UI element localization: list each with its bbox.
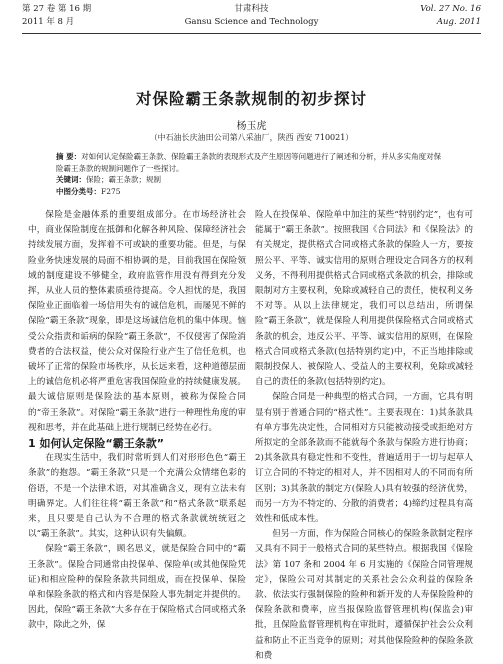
body-paragraph: 保险“霸王条款”，顾名思义，就是保险合同中的“霸王条款”。保险合同通常由投保单、保险单(或其他保险凭证)和相应险种的保险条款共同组成，而在投保单、保险单和保险条款的格式和内容是保险人事先制定并提供的。因此，保险“霸王条款”大多存在于保险格式合同或格式条款中，除此之外，保: [28, 544, 246, 631]
issue-info: 第 27 卷 第 16 期 2011 年 8 月: [22, 4, 92, 27]
journal-name: 甘肃科技 Gansu Science and Technology: [184, 4, 319, 27]
left-column: [28, 208, 246, 634]
author-name: 杨玉虎: [236, 121, 267, 132]
classification-number: 中图分类号：F275: [56, 186, 121, 196]
body-paragraph: 但另一方面，作为保险合同核心的保险条款制定程序又具有不同于一般格式合同的某些特点。根据我国《保险法》第 107 条和 2004 年 6 月实施的《保险合同管理规定》，保险公司对其制定的关系社会公众利益的保险条款、依法实行强制保险的险种和新开发的人寿保险险种的保险条款和费率，应当报保险监督管理机构(保监会)审批，且保险监督管理机构在审批时，遵循保护社会公众利益和防止不正当竞争的原则；对其他保险险种的保险条款和费: [255, 529, 473, 661]
body-paragraph: 在现实生活中，我们时常听到人们对形形色色“霸王条款”的抱怨。“霸王条款”只是一个充满公众情绪色彩的俗语，不是一个法律术语，对其准确含义，现有立法未有明确界定。人们往往将“霸王条款”和“格式条款”联系起来，且只要是自己认为不合理的格式条款就统统冠之以“霸王条款”。其实，这种认识有失偏颇。: [28, 453, 246, 540]
article-title: 对保险霸王条款规制的初步探讨: [135, 90, 367, 108]
abstract: 摘 要：对如何认定保险霸王条款、保险霸王条款的表现形式及产生原因等问题进行了阐述和分析，并从多实角度对保险霸王条款的规制问题作了一些探讨。: [56, 152, 442, 173]
right-column: [255, 208, 473, 664]
body-paragraph: 保险合同是一种典型的格式合同，一方面，它具有明显有别于普通合同的“格式性”。主要表现在：1)其条款具有单方事先决定性，合同相对方只能被动接受或拒绝对方所拟定的全部条款而不能就每个条款与保险方进行协商；2)其条款具有稳定性和不变性，普遍适用于一切与起草人订立合同的不特定的相对人，并不因相对人的不同而有所区别；3)其条款的制定方(保险人)具有较强的经济优势，而另一方为不特定的、分散的消费者；4)缔约过程具有高效性和低成本性。: [255, 392, 473, 525]
author-affiliation: （中石油长庆油田公司第八采油厂，陕西 西安 710021）: [149, 133, 354, 142]
page-header: [22, 0, 481, 44]
body-paragraph: 险人在投保单、保险单中加注的某些“特别约定”，也有可能属于“霸王条款”。按照我国《合同法》和《保险法》的有关规定，提供格式合同或格式条款的保险人一方，要按照公平、平等、诚实信用的原则合理设定合同各方的权利义务，不得利用提供格式合同或格式条款的机会，排除或限制对方主要权利，免除或减轻自己的责任，使权利义务不对等。从以上法律规定，我们可以总结出，所谓保险“霸王条款”，就是保险人利用提供保险格式合同或格式条款的机会，违反公平、平等、诚实信用的原则，在保险格式合同或格式条款(包括特别约定)中，不正当地排除或限制投保人、被保险人、受益人的主要权利，免除或减轻自己的责任的条款(包括特别约定)。: [255, 210, 473, 388]
abstract-block: [56, 151, 447, 197]
section-heading: 1 如何认定保险“霸王条款”: [28, 437, 164, 451]
keywords: 关键词：保险；霸王条款；规制: [56, 175, 161, 184]
intro-paragraph: 保险是金融体系的重要组成部分。在市场经济社会中，商业保险制度在抵御和化解各种风险、保障经济社会持续发展方面，发挥着不可或缺的重要功能。但是，与保险业务快速发展的局面不相协调的是，目前我国在保险领域的制度建设不够健全，政府监管作用没有得到充分发挥，从业人员的整体素质亟待提高。令人担忧的是，我国保险业正面临着一场信用失有的诚信危机，而屡见不鲜的保险“霸王条款”现象，即是这场诚信危机的集中体现。恼受公众指责和诟病的保险“霸王条款”，不仅侵害了保险消费者的合法权益，使公众对保险行业产生了信任危机，也破坏了正常的保险市场秩序，从长远来看，这种道德层面上的诚信危机必将严重危害我国保险业的持续健康发展。最大诚信原则是保险法的基本原则，被称为保险合同的“帝王条款”。对保险“霸王条款”进行一种理性角度的审视和思考，并在此基础上进行规制已经势在必行。: [28, 210, 246, 433]
header-rule: [22, 33, 481, 34]
volume-info: Vol. 27 No. 16 Aug. 2011: [420, 4, 481, 27]
